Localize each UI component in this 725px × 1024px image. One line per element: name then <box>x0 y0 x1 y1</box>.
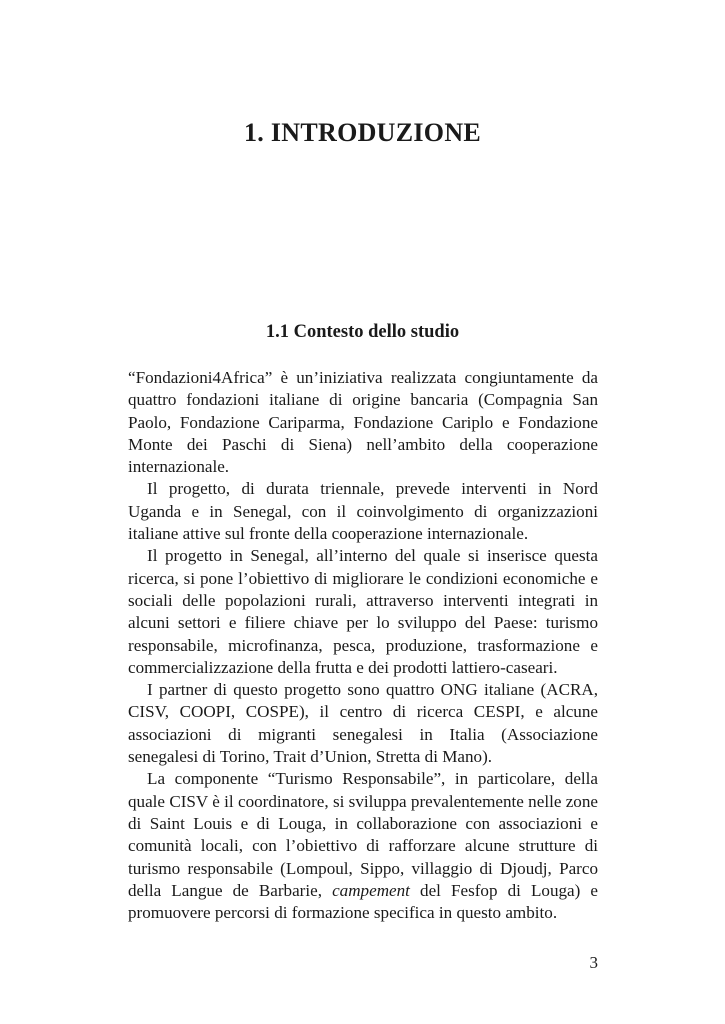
page-number: 3 <box>589 953 598 972</box>
paragraph-text-after: del Fesfop di Louga) e promuovere percorsi di formazione specifica in questo ambito. <box>128 880 599 923</box>
paragraph-intro: “Fondazioni4Africa” è un’iniziativa realizzata congiuntamente da quattro fondazioni italiane di origine bancaria (Compagnia San Paolo, Fondazione Cariparma, Fondazione Cariplo e Fondazione Monte dei Paschi di Siena) nell’ambito della cooperazione internazionale. <box>128 368 598 477</box>
italic-term: campement <box>332 880 410 900</box>
body-text <box>128 367 598 924</box>
paragraph-responsible-tourism <box>128 768 598 924</box>
paragraph-senegal-project: Il progetto in Senegal, all’interno del quale si inserisce questa ricerca, si pone l’obiettivo di migliorare le condizioni economiche e sociali delle popolazioni rurali, attraverso interventi integrati in alcuni settori e filiere chiave per lo sviluppo del Paese: turismo responsabile, microfinanza, pesca, produzione, trasformazione e commercializzazione della frutta e dei prodotti lattiero-caseari. <box>128 546 598 677</box>
paragraph-project-duration: Il progetto, di durata triennale, prevede interventi in Nord Uganda e in Senegal, con il coinvolgimento di organizzazioni italiane attive sul fronte della cooperazione internazionale. <box>128 479 598 544</box>
paragraph-partners: I partner di questo progetto sono quattro ONG italiane (ACRA, CISV, COOPI, COSPE), il centro di ricerca CESPI, e alcune associazioni di migranti senegalesi in Italia (Associazione senegalesi di Torino, Trait d’Union, Stretta di Mano). <box>128 680 598 767</box>
section-title: 1.1 Contesto dello studio <box>265 322 460 342</box>
chapter-title: 1. INTRODUZIONE <box>243 118 482 147</box>
paragraph-text-before: La componente “Turismo Responsabile”, in particolare, della quale CISV è il coordinatore, si sviluppa prevalentemente nelle zone di Saint Louis e di Louga, in collaborazione con associazioni e comunità locali, con l’obiettivo di rafforzare alcune strutture di turismo responsabile (Lompoul, Sippo, villaggio di Djoudj, Parco della Langue de Barbarie, <box>128 769 598 900</box>
